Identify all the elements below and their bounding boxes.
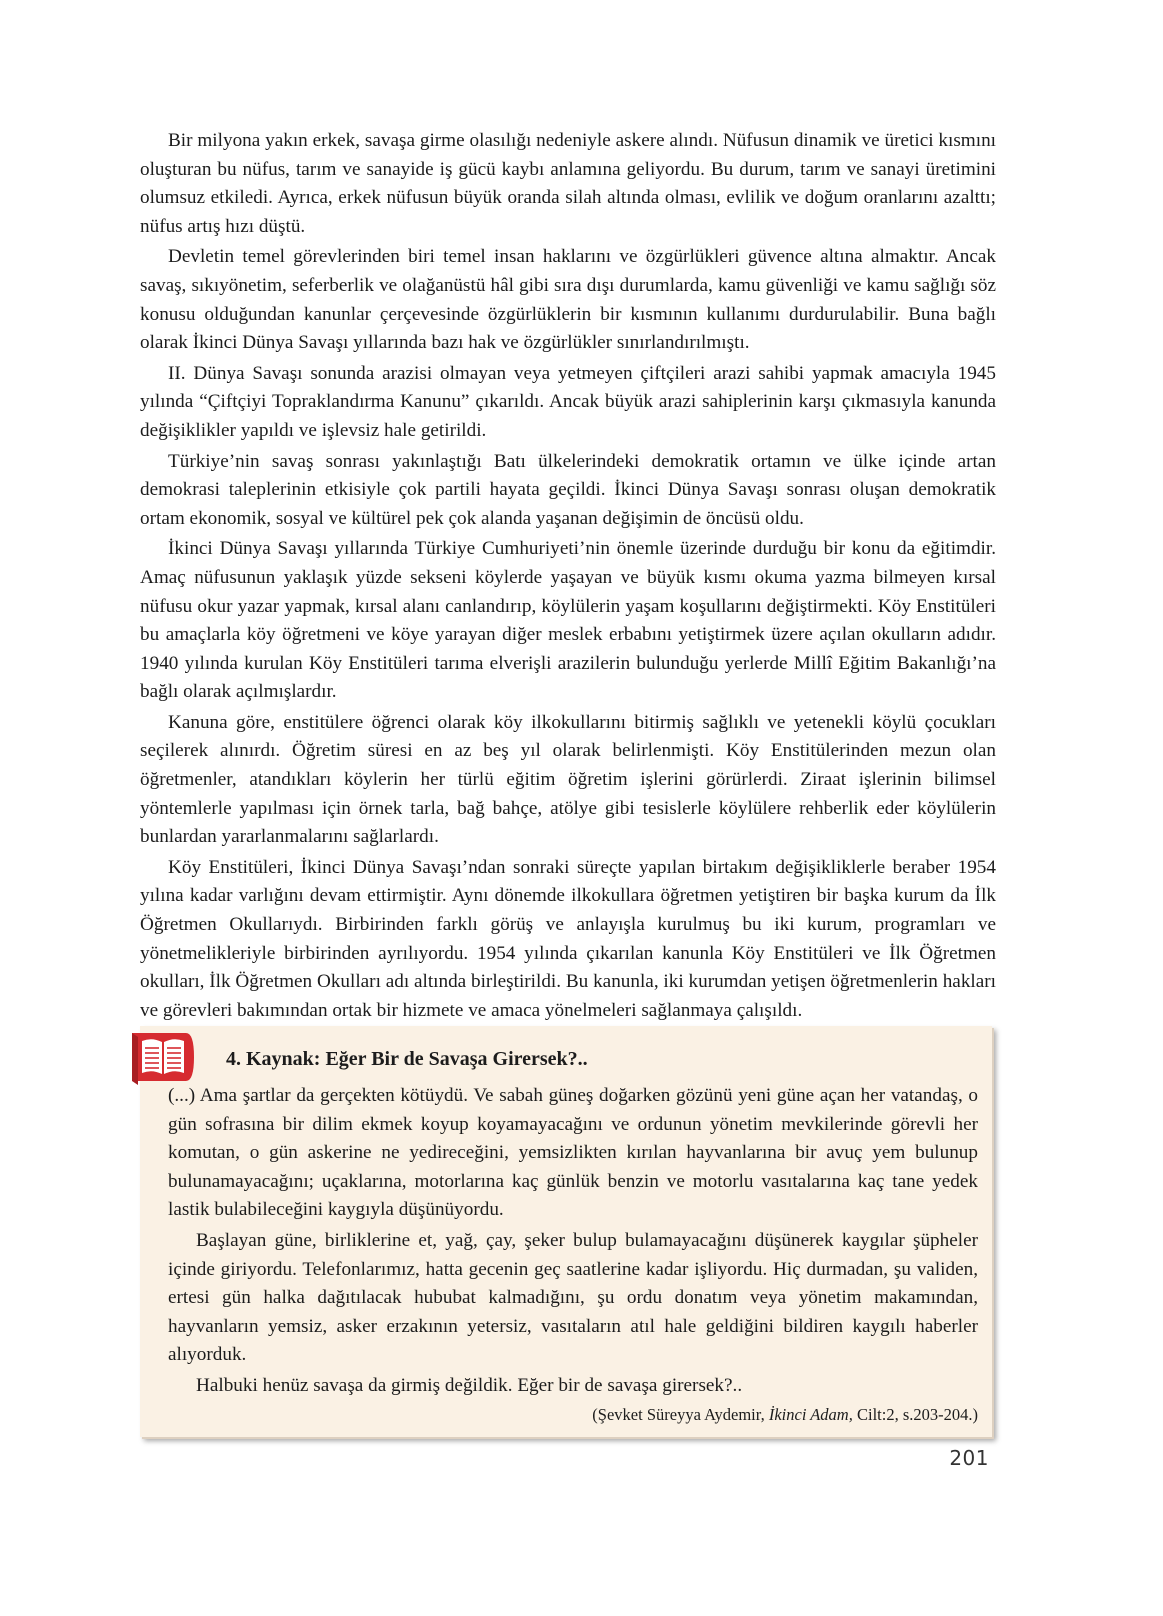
source-title: 4. Kaynak: Eğer Bir de Savaşa Girersek?..: [226, 1048, 588, 1070]
paragraph-conscription: Bir milyona yakın erkek, savaşa girme olasılığı nedeniyle askere alındı. Nüfusun dinamik ve üretici kısmını oluşturan bu nüfus, tarım ve sanayide iş gücü kaybı anlamına geliyordu. Bu durum, tarım ve sanayi üretimini olumsuz etkiledi. Ayrıca, erkek nüfusun büyük oranda silah altında olması, evlilik ve doğum oranlarını azalttı; nüfus artış hızı düştü.: [140, 130, 996, 237]
source-quote: [168, 1082, 978, 1403]
citation-volume: Cilt:2, s.203-204.): [852, 1405, 978, 1424]
paragraph-institute-merger: Köy Enstitüleri, İkinci Dünya Savaşı’ndan sonraki süreçte yapılan birtakım değişikliklerle beraber 1954 yılına kadar varlığını devam ettirmiştir. Aynı dönemde ilkokullara öğretmen yetiştiren bir başka kurum da İlk Öğretmen Okullarıydı. Birbirinden farklı görüş ve anlayışla kurulmuş bu iki kurum, programları ve yönetmelikleriyle birbirinden ayrılıyordu. 1954 yılında çıkarılan kanunla Köy Enstitüleri ve İlk Öğretmen okulları, İlk Öğretmen Okulları adı altında birleştirildi. Bu kanunla, iki kurumdan yetişen öğretmenlerin hakları ve görevleri bakımından ortak bir hizmete ve amaca yönelmeleri sağlanmaya çalışıldı.: [140, 856, 996, 1021]
paragraph-village-institutes: İkinci Dünya Savaşı yıllarında Türkiye Cumhuriyeti’nin önemle üzerinde durduğu bir konu da eğitimdir. Amaç nüfusunun yaklaşık yüzde sekseni köylerde yaşayan ve büyük kısmı okuma yazma bilmeyen kırsal nüfusu okur yazar yapmak, kırsal alanı canlandırıp, köylülerin yaşam koşullarını değiştirmekti. Köy Enstitüleri bu amaçlarla köy öğretmeni ve köye yarayan diğer meslek erbabını yetiştirmek üzere açılan okulların adıdır. 1940 yılında kurulan Köy Enstitüleri tarıma elverişli arazilerin bulunduğu yerlerde Millî Eğitim Bakanlığı’na bağlı olarak açılmışlardır.: [140, 538, 996, 703]
main-text-body: [140, 127, 996, 1027]
open-book-icon: [128, 1027, 198, 1087]
source-citation: [592, 1405, 978, 1425]
paragraph-institute-students: Kanuna göre, enstitülere öğrenci olarak köy ilkokullarını bitirmiş sağlıklı ve yetenekli köylü çocukları seçilerek alınırdı. Öğretim süresi en az beş yıl olarak belirlenmişti. Köy Enstitülerinden mezun olan öğretmenler, atandıkları köylerin her türlü eğitim öğretim işlerini görürlerdi. Ziraat işlerinin bilimsel yöntemlerle yapılması için örnek tarla, bağ bahçe, atölye gibi tesislerle köylülere rehberlik eder köylülerin bunlardan yararlanmalarını sağlarlardı.: [140, 711, 996, 848]
page-number: 201: [949, 1446, 989, 1470]
source-paragraph: Başlayan güne, birliklerine et, yağ, çay, şeker bulup bulamayacağını düşünerek kaygılar şüpheler içinde giriyordu. Telefonlarımız, hatta gecenin geç saatlerine kadar işliyordu. Hiç durmadan, şu validen, ertesi gün halka dağıtılacak hububat kalmadığını, şu ordu donatım veya yönetim makamından, hayvanların yemsiz, asker erzakının yetersiz, vasıtaların atıl hale geldiğini bildiren kaygılı haberler alıyorduk.: [168, 1229, 978, 1366]
paragraph-multiparty: Türkiye’nin savaş sonrası yakınlaştığı Batı ülkelerindeki demokratik ortamın ve ülke içinde artan demokrasi taleplerinin etkisiyle çok partili hayata geçildi. İkinci Dünya Savaşı sonrası oluşan demokratik ortam ekonomik, sosyal ve kültürel pek çok alanda yaşanan değişimin de öncüsü oldu.: [140, 450, 996, 529]
citation-book-title: İkinci Adam,: [768, 1405, 853, 1424]
source-box: [140, 1026, 992, 1437]
source-paragraph: Halbuki henüz savaşa da girmiş değildik. Eğer bir de savaşa girersek?..: [196, 1374, 743, 1396]
source-paragraph: (...) Ama şartlar da gerçekten kötüydü. Ve sabah güneş doğarken gözünü yeni güne açan her vatandaş, o gün sofrasına bir dilim ekmek koyup koyamayacağını ve ordunun yönetim mevkilerinde görevli her komutan, o gün askerine ne yedireceğini, yemsizlikten kırılan hayvanlarına bir avuç yem bulunup bulunamayacağını; uçaklarına, motorlarına kaç günlük benzin ve motorlu vasıtalarına kaç tane yedek lastik bulabileceğini kaygıyla düşünüyordu.: [168, 1085, 978, 1221]
paragraph-freedoms: Devletin temel görevlerinden biri temel insan haklarını ve özgürlükleri güvence altına almaktır. Ancak savaş, sıkıyönetim, seferberlik ve olağanüstü hâl gibi sıra dışı durumlarda, kamu güvenliği ve kamu sağlığı söz konusu olduğundan kanunlar çerçevesinde özgürlüklerin bir kısmının kullanımı durdurulabilir. Buna bağlı olarak İkinci Dünya Savaşı yıllarında bazı hak ve özgürlükler sınırlandırılmıştı.: [140, 246, 996, 354]
citation-author: (Şevket Süreyya Aydemir,: [592, 1405, 769, 1424]
paragraph-land-law: II. Dünya Savaşı sonunda arazisi olmayan veya yetmeyen çiftçileri arazi sahibi yapmak amacıyla 1945 yılında “Çiftçiyi Topraklandırma Kanunu” çıkarıldı. Ancak büyük arazi sahiplerinin karşı çıkmasıyla kanunda değişiklikler yapıldı ve işlevsiz hale getirildi.: [140, 362, 996, 441]
